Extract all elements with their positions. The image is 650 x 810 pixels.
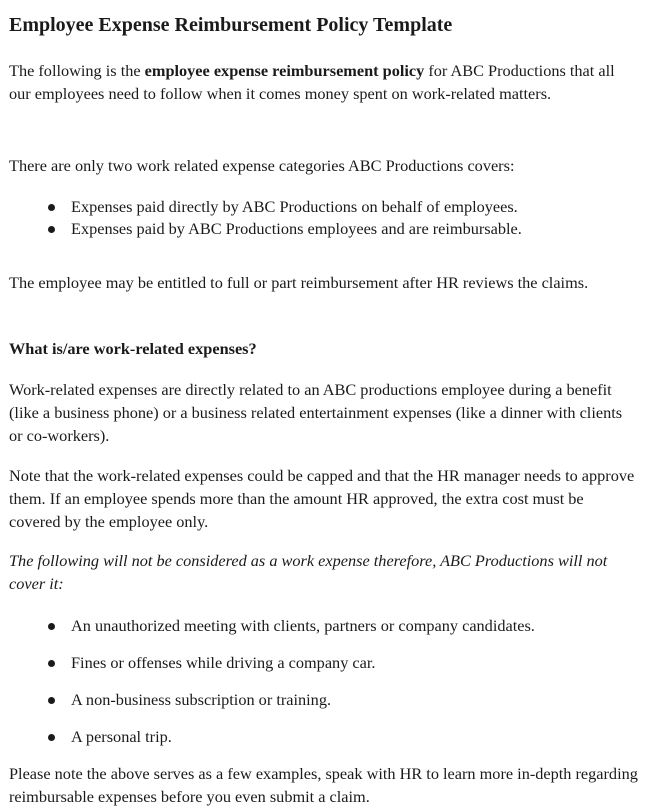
list-item-text: Expenses paid directly by ABC Productions on behalf of employees. xyxy=(71,197,518,216)
exclusions-intro: The following will not be considered as a work expense therefore, ABC Productions will not cover it: xyxy=(9,551,608,593)
list-item xyxy=(0,218,522,240)
list-item-text: A non-business subscription or training. xyxy=(71,690,332,709)
list-item xyxy=(0,615,535,652)
list-item-text: An unauthorized meeting with clients, partners or company candidates. xyxy=(71,616,535,635)
closing-paragraph: Please note the above serves as a few examples, speak with HR to learn more in-depth regarding reimbursable expenses before you even submit a claim. xyxy=(9,764,638,806)
list-item xyxy=(0,652,535,689)
bullet-icon xyxy=(48,623,55,630)
intro-text-before: The following is the xyxy=(9,61,145,80)
cap-note-paragraph: Note that the work-related expenses could be capped and that the HR manager needs to approve them. If an employee spends more than the amount HR approved, the extra cost must be covered by the employee only. xyxy=(9,466,635,531)
categories-list xyxy=(0,196,522,240)
categories-intro: There are only two work related expense categories ABC Productions covers: xyxy=(9,156,515,175)
list-item xyxy=(0,689,535,726)
bullet-icon xyxy=(48,204,55,211)
list-item-text: A personal trip. xyxy=(71,727,172,746)
list-item-text: Expenses paid by ABC Productions employees and are reimbursable. xyxy=(71,219,522,238)
bullet-icon xyxy=(48,697,55,704)
bullet-icon xyxy=(48,660,55,667)
intro-paragraph xyxy=(9,59,639,105)
section-heading: What is/are work-related expenses? xyxy=(9,339,257,358)
entitlement-paragraph: The employee may be entitled to full or part reimbursement after HR reviews the claims. xyxy=(9,273,589,292)
exclusions-list xyxy=(0,615,535,763)
definition-paragraph: Work-related expenses are directly related to an ABC productions employee during a benefit (like a business phone) or a business related entertainment expenses (like a dinner with clients or co-workers). xyxy=(9,380,623,445)
list-item xyxy=(0,726,535,763)
list-item xyxy=(0,196,522,218)
list-item-text: Fines or offenses while driving a company car. xyxy=(71,653,376,672)
page-title: Employee Expense Reimbursement Policy Template xyxy=(9,14,453,36)
bullet-icon xyxy=(48,734,55,741)
bullet-icon xyxy=(48,226,55,233)
intro-bold-phrase: employee expense reimbursement policy xyxy=(144,61,425,80)
intro-text-after: for ABC Productions that all our employees need to follow when it comes money spent on work-related matters. xyxy=(9,61,615,103)
